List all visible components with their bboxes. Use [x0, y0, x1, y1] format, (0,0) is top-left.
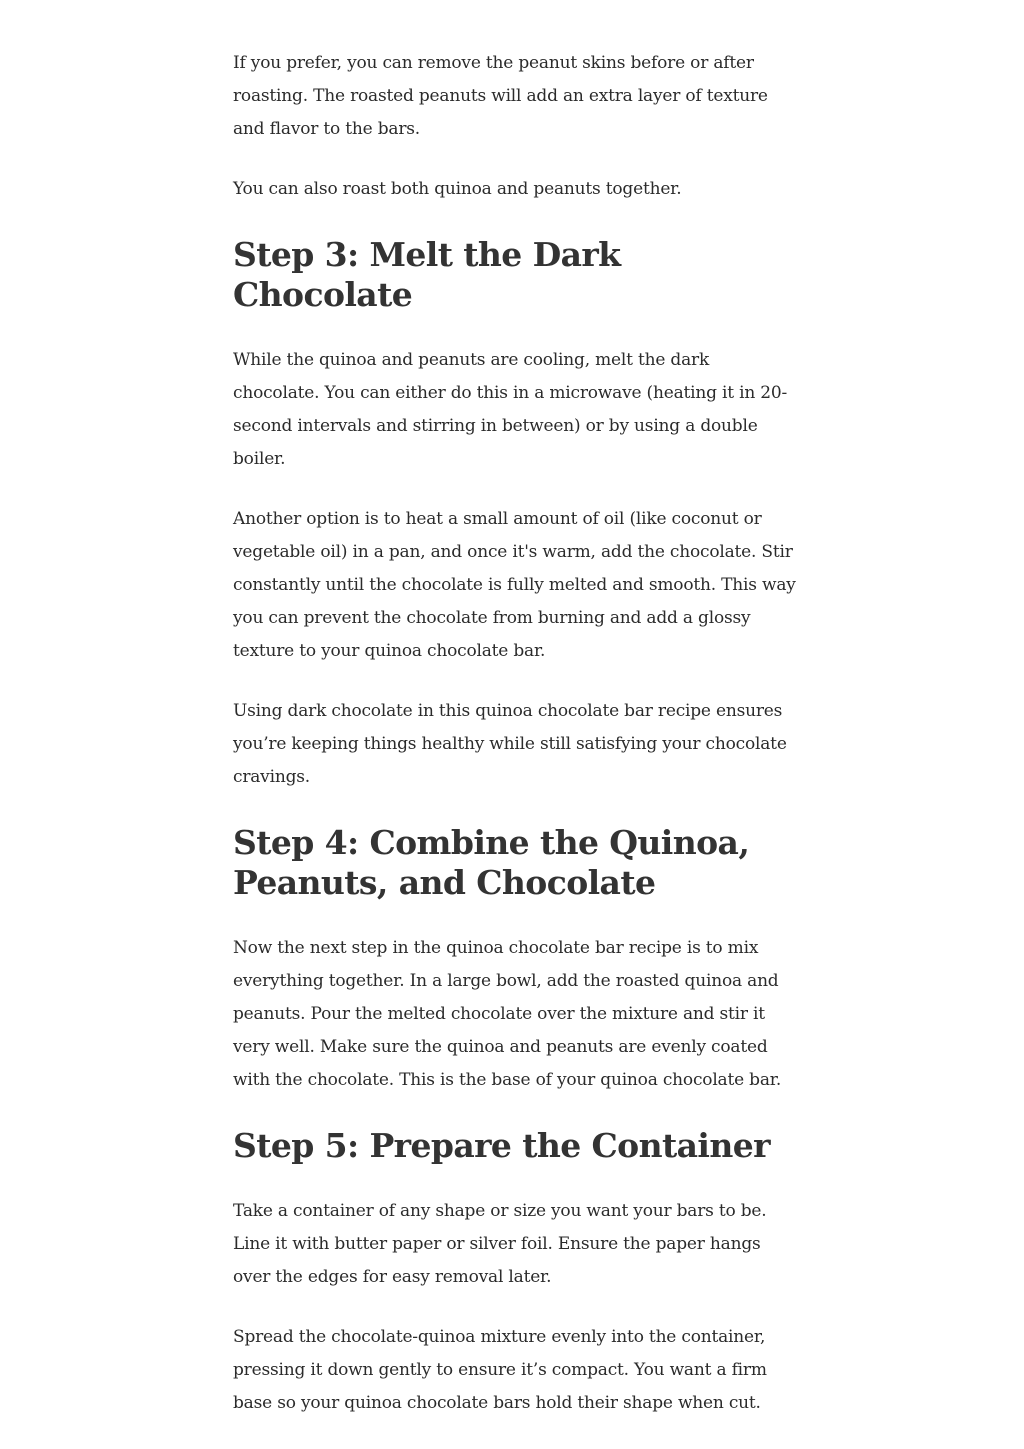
paragraph-melt-chocolate: While the quinoa and peanuts are cooling, melt the dark chocolate. You can either do this in a microwave (heating it in 20-second intervals and stirring in between) or by using a double boiler. [233, 350, 788, 469]
paragraph-container-line: Take a container of any shape or size you want your bars to be. Line it with butter paper or silver foil. Ensure the paper hangs over the edges for easy removal later. [233, 1201, 767, 1287]
article-body [233, 47, 798, 1447]
paragraph-roast-together: You can also roast both quinoa and peanuts together. [233, 179, 682, 199]
heading-step-5: Step 5: Prepare the Container [233, 1126, 770, 1165]
paragraph-spread-mixture: Spread the chocolate-quinoa mixture evenly into the container, pressing it down gently to ensure it’s compact. You want a firm base so your quinoa chocolate bars hold their shape when cut. [233, 1327, 767, 1413]
paragraph-peanut-skins: If you prefer, you can remove the peanut skins before or after roasting. The roasted peanuts will add an extra layer of texture and flavor to the bars. [233, 53, 768, 139]
paragraph-oil-option: Another option is to heat a small amount of oil (like coconut or vegetable oil) in a pan, and once it's warm, add the chocolate. Stir constantly until the chocolate is fully melted and smooth. This way you can prevent the chocolate from burning and add a glossy texture to your quinoa chocolate bar. [233, 509, 796, 661]
heading-step-3: Step 3: Melt the Dark Chocolate [233, 235, 621, 314]
paragraph-dark-chocolate-benefit: Using dark chocolate in this quinoa chocolate bar recipe ensures you’re keeping things healthy while still satisfying your chocolate cravings. [233, 701, 787, 787]
paragraph-combine: Now the next step in the quinoa chocolate bar recipe is to mix everything together. In a large bowl, add the roasted quinoa and peanuts. Pour the melted chocolate over the mixture and stir it very well. Make sure the quinoa and peanuts are evenly coated with the chocolate. This is the base of your quinoa chocolate bar. [233, 938, 782, 1090]
heading-step-4: Step 4: Combine the Quinoa, Peanuts, and Chocolate [233, 823, 750, 902]
